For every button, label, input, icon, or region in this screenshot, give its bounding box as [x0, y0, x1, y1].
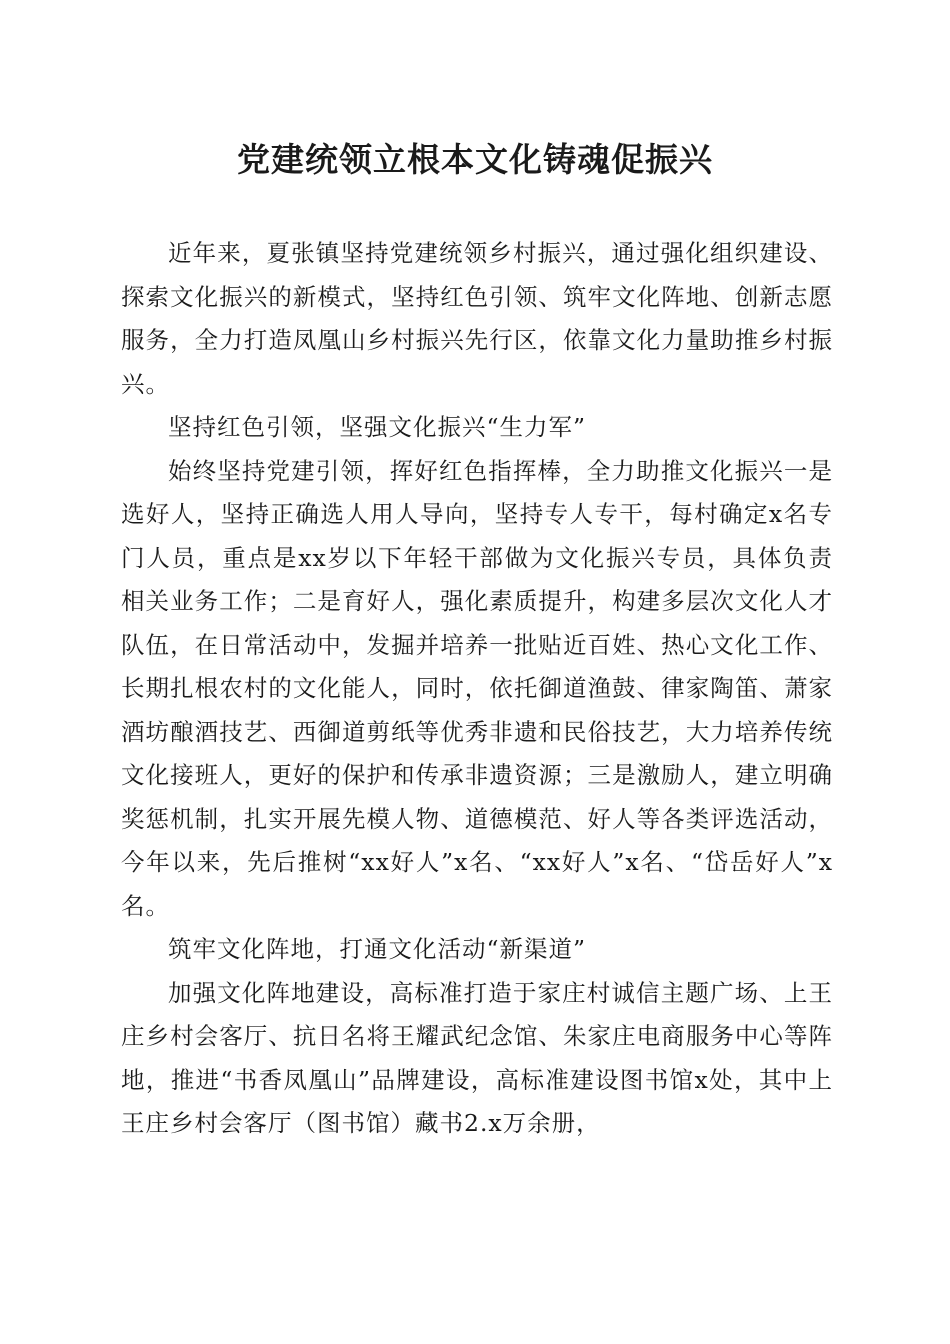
- document-body: [121, 232, 833, 1146]
- body-paragraph: 加强文化阵地建设，高标准打造于家庄村诚信主题广场、上王庄乡村会客厅、抗日名将王耀武纪念馆、朱家庄电商服务中心等阵地，推进“书香凤凰山”品牌建设，高标准建设图书馆x处，其中上王庄乡村会客厅（图书馆）藏书2.x万余册，: [121, 978, 833, 1137]
- body-paragraph: 始终坚持党建引领，挥好红色指挥棒，全力助推文化振兴一是选好人，坚持正确选人用人导向，坚持专人专干，每村确定x名专门人员，重点是xx岁以下年轻干部做为文化振兴专员，具体负责相关业务工作；二是育好人，强化素质提升，构建多层次文化人才队伍，在日常活动中，发掘并培养一批贴近百姓、热心文化工作、长期扎根农村的文化能人，同时，依托御道渔鼓、律家陶笛、萧家酒坊酿酒技艺、西御道剪纸等优秀非遗和民俗技艺，大力培养传统文化接班人，更好的保护和传承非遗资源；三是激励人，建立明确奖惩机制，扎实开展先模人物、道德模范、好人等各类评选活动，今年以来，先后推树“xx好人”x名、“xx好人”x名、“岱岳好人”x名。: [121, 456, 833, 920]
- section-heading-cultural-positions: 筑牢文化阵地，打通文化活动“新渠道”: [168, 935, 587, 963]
- section-heading-red-leadership: 坚持红色引领，坚强文化振兴“生力军”: [168, 413, 587, 441]
- intro-paragraph: 近年来，夏张镇坚持党建统领乡村振兴，通过强化组织建设、探索文化振兴的新模式，坚持红色引领、筑牢文化阵地、创新志愿服务，全力打造凤凰山乡村振兴先行区，依靠文化力量助推乡村振兴。: [121, 239, 833, 398]
- document-title: 党建统领立根本文化铸魂促振兴: [237, 140, 713, 179]
